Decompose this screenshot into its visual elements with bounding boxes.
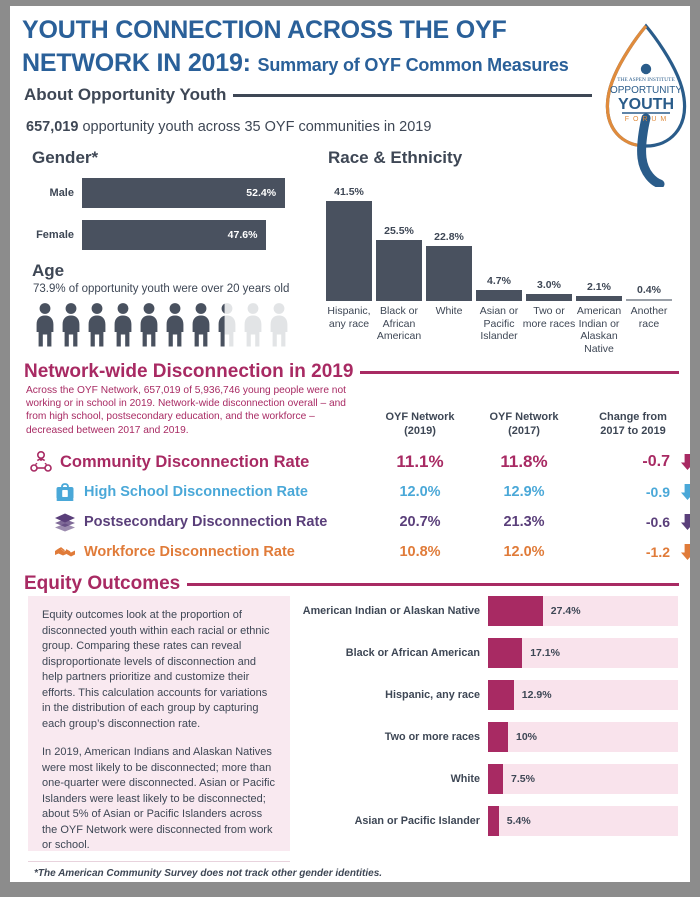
race-bar (526, 278, 572, 301)
race-bar-label: Black or African American (376, 305, 422, 342)
person-icon (37, 303, 54, 346)
equity-bar-fill (488, 764, 503, 794)
equity-bar-fill (488, 596, 543, 626)
about-stat-number: 657,019 (26, 119, 79, 135)
column-header-2017 (472, 410, 576, 438)
equity-bar-track (488, 596, 678, 626)
gender-bar-label: Male (49, 187, 74, 199)
race-bar-column (376, 224, 422, 342)
person-icon (271, 303, 288, 346)
value-change: -0.9 (645, 484, 670, 500)
equity-outcomes-chart (298, 596, 678, 854)
equity-bar-label: Hispanic, any race (385, 689, 480, 701)
value-2019: 10.8% (399, 544, 441, 560)
gender-heading: Gender* (32, 148, 99, 167)
gender-bar (82, 220, 266, 250)
page-title (22, 14, 602, 82)
down-arrow-icon (680, 483, 691, 501)
value-change: -1.2 (645, 544, 670, 560)
value-2017: 11.8% (500, 452, 548, 471)
oyf-logo (598, 22, 690, 187)
column-header-change-line2: 2017 to 2019 (600, 425, 666, 437)
disconnection-row-label: High School Disconnection Rate (84, 484, 308, 500)
value-2019: 12.0% (399, 484, 441, 500)
down-arrow-icon (680, 453, 691, 471)
school-icon-wrap (50, 477, 80, 507)
divider (233, 94, 592, 97)
column-header-2017-line1: OYF Network (489, 411, 559, 423)
disconnection-row (26, 477, 686, 507)
equity-bar-label: American Indian or Alaskan Native (302, 605, 480, 617)
race-bar (426, 231, 472, 301)
equity-bar-row (298, 638, 678, 668)
logo-institute: THE ASPEN INSTITUTE (617, 77, 675, 83)
down-arrow-icon (680, 513, 691, 531)
school-icon (53, 480, 77, 504)
age-heading: Age (32, 261, 65, 280)
about-stat-text: opportunity youth across 35 OYF communities in 2019 (78, 119, 432, 135)
column-header-change (576, 410, 690, 438)
race-bar-value: 25.5% (384, 224, 414, 237)
equity-bar-value: 5.4% (506, 815, 531, 827)
person-icon (219, 303, 236, 346)
gender-bar-value: 52.4% (246, 187, 277, 199)
race-bar-label: Two or more races (522, 305, 576, 330)
race-bar-label: Asian or Pacific Islander (479, 305, 519, 342)
equity-bar-fill (488, 680, 514, 710)
column-header-2017-line2: (2017) (508, 425, 540, 437)
value-2017: 12.9% (503, 484, 545, 500)
equity-paragraph-1: Equity outcomes look at the proportion of disconnected youth within each racial or ethnic group. Comparing these rates can reveal disproportionate levels of disconnection and help partners prioritize and customize their efforts. This calculation accounts for variations in the distribution of each group by capturing each group’s disconnection rate. (42, 609, 270, 730)
column-header-2019-line1: OYF Network (385, 411, 455, 423)
value-2017: 21.3% (503, 514, 545, 530)
disconnection-row-label: Community Disconnection Rate (60, 452, 310, 471)
race-bar-label: Hispanic, any race (327, 305, 371, 330)
person-icon (245, 303, 262, 346)
equity-bar-track (488, 806, 678, 836)
change-arrow (676, 477, 690, 507)
change-arrow (676, 447, 690, 477)
section-network-disconnection (24, 361, 679, 383)
race-bar-column (522, 278, 576, 330)
value-change: -0.6 (645, 514, 670, 530)
footnote: *The American Community Survey does not track other gender identities. (34, 868, 383, 879)
column-header-change-line1: Change from (599, 411, 667, 423)
person-icon (193, 303, 210, 346)
race-bar-column (426, 231, 472, 317)
race-bar-column (576, 280, 622, 355)
column-header-2019-line2: (2019) (404, 425, 436, 437)
race-bar (376, 224, 422, 301)
about-stat-line (26, 119, 431, 135)
equity-bar-value: 10% (516, 731, 538, 743)
equity-bar-fill (488, 638, 522, 668)
infographic-page (10, 6, 690, 882)
race-bar-label: American Indian or Alaskan Native (576, 305, 622, 355)
title-subtitle: Summary of OYF Common Measures (257, 55, 569, 75)
race-bar-column (476, 274, 522, 342)
network-paragraph: Across the OYF Network, 657,019 of 5,936,746 young people were not working or in school in 2019. Network-wide disconnection overall – and from high school, postsecondary education, and the workforce – decreased between 2017 and 2019. (26, 385, 346, 436)
equity-paragraph-2: In 2019, American Indians and Alaskan Natives were most likely to be disconnected; more than one-quarter were disconnected. Asian or Pacific Islanders were least likely to be disconnected; about 5% of Asian or Pacific Islanders across the OYF Network were disconnected from work or school. (42, 746, 275, 851)
equity-bar-fill (488, 722, 508, 752)
down-arrow-icon (680, 543, 691, 561)
equity-bar-value: 17.1% (530, 647, 560, 659)
column-header-2019 (368, 410, 472, 438)
equity-bar-track (488, 764, 678, 794)
title-line-1: YOUTH CONNECTION ACROSS THE OYF (22, 16, 507, 44)
handshake-icon (53, 540, 77, 564)
section-heading-about: About Opportunity Youth (24, 85, 227, 104)
section-equity-outcomes (24, 573, 679, 595)
equity-bar-label: Two or more races (384, 731, 480, 743)
equity-bar-value: 7.5% (511, 773, 535, 785)
race-bar-column (326, 186, 372, 330)
value-2017: 12.0% (503, 544, 545, 560)
value-change: -0.7 (642, 453, 670, 470)
equity-bar-row (298, 722, 678, 752)
people-icons (34, 302, 294, 348)
footnote-divider (28, 861, 290, 862)
value-2019: 20.7% (399, 514, 441, 530)
race-bar-label: Another race (630, 305, 668, 330)
person-icon (115, 303, 132, 346)
person-icon (167, 303, 184, 346)
race-ethnicity-chart (326, 171, 688, 356)
books-icon (53, 510, 77, 534)
handshake-icon-wrap (50, 537, 80, 567)
equity-bar-label: White (450, 773, 480, 785)
community-icon-wrap (26, 447, 56, 477)
age-note: 73.9% of opportunity youth were over 20 years old (33, 283, 290, 295)
equity-bar-row (298, 680, 678, 710)
equity-bar-track (488, 680, 678, 710)
race-bar-label: White (435, 305, 463, 317)
race-bar (476, 274, 522, 301)
race-bar-value: 3.0% (537, 278, 561, 291)
equity-bar-fill (488, 806, 499, 836)
equity-description-box (28, 596, 290, 851)
race-bar-column (626, 284, 672, 330)
equity-bar-value: 12.9% (521, 689, 552, 701)
logo-word-forum: F O R U M (624, 116, 668, 123)
race-bar-value: 0.4% (637, 284, 661, 296)
gender-bar-value: 47.6% (227, 229, 258, 241)
gender-bar-row (24, 178, 314, 208)
person-icon (89, 303, 106, 346)
equity-bar-row (298, 596, 678, 626)
change-arrow (676, 537, 690, 567)
disconnection-row-label: Workforce Disconnection Rate (84, 544, 295, 560)
gender-bar-label: Female (36, 229, 74, 241)
community-icon (29, 450, 53, 474)
person-icon (63, 303, 80, 346)
equity-bar-row (298, 764, 678, 794)
race-bar-value: 41.5% (334, 186, 364, 199)
race-bar-value: 2.1% (587, 280, 611, 293)
equity-bar-label: Black or African American (345, 647, 480, 659)
equity-bar-value: 27.4% (550, 605, 581, 617)
equity-bar-track (488, 722, 678, 752)
logo-word-opportunity: OPPORTUNITY (609, 85, 683, 96)
disconnection-row-label: Postsecondary Disconnection Rate (84, 514, 328, 530)
value-2019: 11.1% (396, 452, 444, 471)
title-line-2: NETWORK IN 2019: (22, 49, 251, 77)
books-icon-wrap (50, 507, 80, 537)
divider (187, 583, 679, 586)
race-bar-value: 4.7% (487, 274, 511, 287)
section-about-opportunity-youth (24, 85, 592, 105)
change-arrow (676, 507, 690, 537)
section-heading-network: Network-wide Disconnection in 2019 (24, 361, 354, 382)
divider (360, 371, 679, 374)
race-bar (326, 186, 372, 301)
gender-bar (82, 178, 285, 208)
equity-bar-row (298, 806, 678, 836)
logo-word-youth: YOUTH (618, 96, 674, 113)
race-bar-value: 22.8% (434, 231, 464, 244)
disconnection-row (26, 507, 686, 537)
race-ethnicity-heading: Race & Ethnicity (328, 148, 463, 167)
section-heading-equity: Equity Outcomes (24, 573, 181, 594)
disconnection-row (26, 537, 686, 567)
disconnection-row (26, 447, 686, 477)
equity-bar-label: Asian or Pacific Islander (354, 815, 480, 827)
person-icon (141, 303, 158, 346)
equity-bar-track (488, 638, 678, 668)
age-pictogram (34, 302, 294, 353)
gender-bar-row (24, 220, 314, 250)
